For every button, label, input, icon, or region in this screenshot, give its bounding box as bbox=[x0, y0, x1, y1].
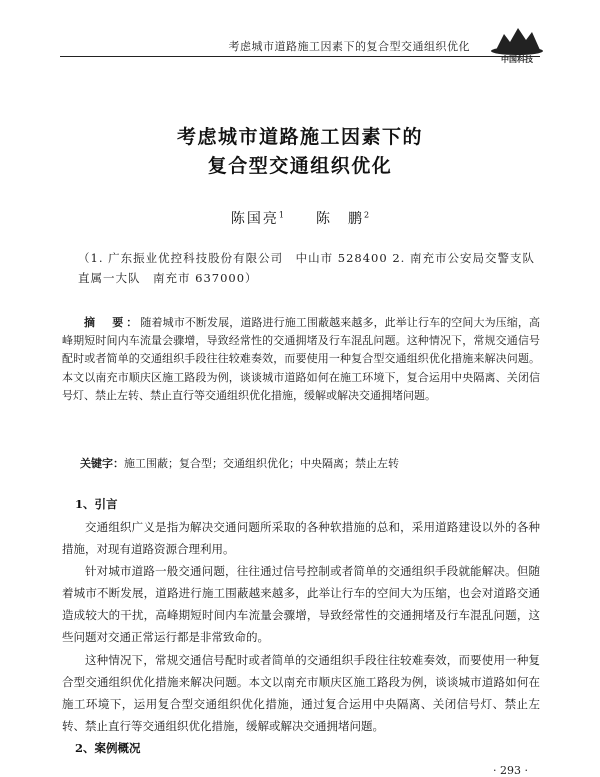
page-number: · 293 · bbox=[493, 764, 528, 777]
body-paragraph: 针对城市道路一般交通问题，往往通过信号控制或者简单的交通组织手段就能解决。但随着城市不断发展，道路进行施工围蔽越来越多，此举让行车的空间大为压缩，也会对道路交通造成较大的干扰，高峰期短时间内车流量会骤增，导致经常性的交通拥堵及行车混乱问题，这些问题对交通正常运行都是非常致命的。 bbox=[62, 564, 540, 644]
abstract-label: 摘 要： bbox=[84, 316, 141, 329]
journal-logo bbox=[488, 20, 546, 64]
paper-title-line-1: 考虑城市道路施工因素下的 bbox=[176, 126, 423, 148]
affiliation: （1. 广东振业优控科技股份有限公司 中山市 528400 2. 南充市公安局交警支队直属一大队 南充市 637000） bbox=[78, 251, 535, 285]
abstract-text: 随着城市不断发展，道路进行施工围蔽越来越多，此举让行车的空间大为压缩，高峰期短时间内车流量会骤增，导致经常性的交通拥堵及行车混乱问题。这种情况下，常规交通信号配时或者简单的交通组织手段往往较难奏效，而要使用一种复合型交通组织优化措施来解决问题。本文以南充市顺庆区施工路段为例，谈谈城市道路如何在施工环境下，复合运用中央隔离、关闭信号灯、禁止左转、禁止直行等交通组织优化措施，缓解或解决交通拥堵问题。 bbox=[62, 316, 541, 402]
running-header bbox=[60, 26, 540, 64]
section-heading: 2、案例概况 bbox=[75, 741, 141, 755]
author-affil-mark: 1 bbox=[278, 210, 284, 220]
body-paragraph: 交通组织广义是指为解决交通问题所采取的各种软措施的总和，采用道路建设以外的各种措施，对现有道路资源合理利用。 bbox=[62, 520, 540, 556]
author-name: 陈 鹏 bbox=[316, 211, 364, 227]
author-affil-mark: 2 bbox=[364, 210, 370, 220]
running-title: 考虑城市道路施工因素下的复合型交通组织优化 bbox=[228, 40, 470, 53]
paper-title-line-2: 复合型交通组织优化 bbox=[207, 155, 393, 177]
body-paragraph: 这种情况下，常规交通信号配时或者简单的交通组织手段往往较难奏效，而要使用一种复合型交通组织优化措施来解决问题。本文以南充市顺庆区施工路段为例，谈谈城市道路如何在施工环境下，运用复合型交通组织优化措施，通过复合运用中央隔离、关闭信号灯、禁止左转、禁止直行等交通组织优化措施，缓解或解决交通拥堵问题。 bbox=[62, 653, 540, 733]
keywords-text: 施工围蔽；复合型；交通组织优化；中央隔离；禁止左转 bbox=[124, 457, 399, 470]
author-name: 陈国亮 bbox=[230, 211, 279, 227]
header-rule bbox=[60, 56, 540, 57]
section-heading: 1、引言 bbox=[75, 497, 118, 511]
logo-text: 中国科技 bbox=[501, 55, 533, 64]
keywords bbox=[80, 455, 540, 471]
abstract bbox=[62, 314, 540, 405]
keywords-label: 关键字： bbox=[80, 457, 124, 470]
author-list bbox=[0, 208, 600, 228]
